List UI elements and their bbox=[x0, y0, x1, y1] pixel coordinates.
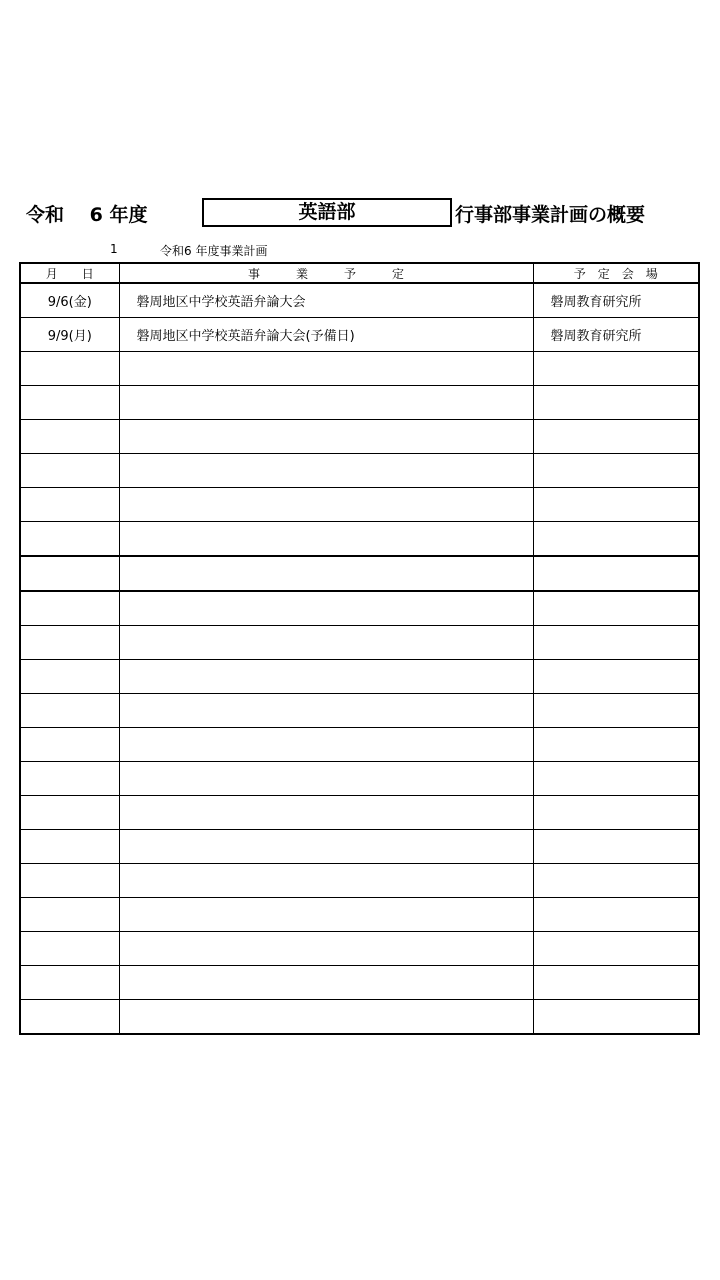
date-cell bbox=[20, 660, 119, 694]
event-cell bbox=[119, 694, 533, 728]
table-row bbox=[20, 898, 699, 932]
date-cell bbox=[20, 522, 119, 557]
date-cell bbox=[20, 762, 119, 796]
table-row bbox=[20, 932, 699, 966]
venue-cell bbox=[533, 864, 699, 898]
event-cell bbox=[119, 1000, 533, 1035]
header-event: 事 業 予 定 bbox=[119, 263, 533, 283]
table-row bbox=[20, 522, 699, 557]
venue-cell bbox=[533, 1000, 699, 1035]
date-cell bbox=[20, 626, 119, 660]
title-fiscal-year: 令和 6 年度 bbox=[26, 204, 148, 226]
table-row bbox=[20, 966, 699, 1000]
event-cell bbox=[119, 932, 533, 966]
event-cell bbox=[119, 522, 533, 557]
date-cell bbox=[20, 488, 119, 522]
venue-cell bbox=[533, 420, 699, 454]
date-cell bbox=[20, 454, 119, 488]
event-cell bbox=[119, 864, 533, 898]
table-row bbox=[20, 318, 699, 352]
header-venue: 予 定 会 場 bbox=[533, 263, 699, 283]
table-row bbox=[20, 864, 699, 898]
event-cell bbox=[119, 626, 533, 660]
table-row bbox=[20, 283, 699, 318]
venue-cell bbox=[533, 694, 699, 728]
venue-cell: 磐周教育研究所 bbox=[533, 318, 699, 352]
table-row bbox=[20, 762, 699, 796]
venue-cell bbox=[533, 454, 699, 488]
table-row bbox=[20, 386, 699, 420]
title-department-box: 英語部 bbox=[202, 198, 452, 227]
document-title bbox=[0, 198, 720, 228]
venue-cell bbox=[533, 898, 699, 932]
table-row bbox=[20, 830, 699, 864]
event-cell: 磐周地区中学校英語弁論大会 bbox=[119, 283, 533, 318]
event-cell bbox=[119, 420, 533, 454]
event-cell bbox=[119, 830, 533, 864]
date-cell: 9/6(金) bbox=[20, 283, 119, 318]
venue-cell bbox=[533, 762, 699, 796]
date-cell bbox=[20, 694, 119, 728]
venue-cell bbox=[533, 966, 699, 1000]
title-suffix: 行事部事業計画の概要 bbox=[455, 204, 646, 226]
date-cell bbox=[20, 796, 119, 830]
event-cell bbox=[119, 386, 533, 420]
table-header-row bbox=[20, 263, 699, 283]
table-row bbox=[20, 796, 699, 830]
venue-cell bbox=[533, 932, 699, 966]
venue-cell bbox=[533, 522, 699, 557]
date-cell bbox=[20, 728, 119, 762]
date-cell bbox=[20, 1000, 119, 1035]
table-row bbox=[20, 728, 699, 762]
venue-cell bbox=[533, 488, 699, 522]
event-cell bbox=[119, 454, 533, 488]
date-cell bbox=[20, 420, 119, 454]
table-row bbox=[20, 352, 699, 386]
header-date: 月 日 bbox=[20, 263, 119, 283]
event-cell bbox=[119, 591, 533, 626]
table-row bbox=[20, 420, 699, 454]
event-cell bbox=[119, 966, 533, 1000]
section-number: 1 bbox=[110, 242, 118, 256]
date-cell bbox=[20, 556, 119, 591]
date-cell bbox=[20, 830, 119, 864]
date-cell bbox=[20, 864, 119, 898]
venue-cell bbox=[533, 352, 699, 386]
venue-cell bbox=[533, 728, 699, 762]
date-cell bbox=[20, 386, 119, 420]
table-row bbox=[20, 626, 699, 660]
date-cell bbox=[20, 591, 119, 626]
table-row bbox=[20, 591, 699, 626]
venue-cell bbox=[533, 386, 699, 420]
venue-cell bbox=[533, 660, 699, 694]
event-cell bbox=[119, 762, 533, 796]
date-cell bbox=[20, 966, 119, 1000]
event-cell bbox=[119, 488, 533, 522]
table-body bbox=[20, 283, 699, 1034]
venue-cell bbox=[533, 796, 699, 830]
event-cell bbox=[119, 660, 533, 694]
event-cell bbox=[119, 556, 533, 591]
event-cell bbox=[119, 352, 533, 386]
table-row bbox=[20, 556, 699, 591]
date-cell bbox=[20, 932, 119, 966]
table-row bbox=[20, 488, 699, 522]
section-heading bbox=[0, 242, 720, 260]
venue-cell bbox=[533, 556, 699, 591]
event-cell bbox=[119, 898, 533, 932]
venue-cell: 磐周教育研究所 bbox=[533, 283, 699, 318]
date-cell bbox=[20, 352, 119, 386]
event-cell bbox=[119, 728, 533, 762]
table-row bbox=[20, 1000, 699, 1035]
table-row bbox=[20, 660, 699, 694]
table-row bbox=[20, 454, 699, 488]
section-title: 令和6 年度事業計画 bbox=[160, 244, 268, 258]
event-plan-table bbox=[19, 262, 700, 1035]
venue-cell bbox=[533, 626, 699, 660]
venue-cell bbox=[533, 830, 699, 864]
table-row bbox=[20, 694, 699, 728]
event-cell: 磐周地区中学校英語弁論大会(予備日) bbox=[119, 318, 533, 352]
event-cell bbox=[119, 796, 533, 830]
date-cell bbox=[20, 898, 119, 932]
date-cell: 9/9(月) bbox=[20, 318, 119, 352]
venue-cell bbox=[533, 591, 699, 626]
